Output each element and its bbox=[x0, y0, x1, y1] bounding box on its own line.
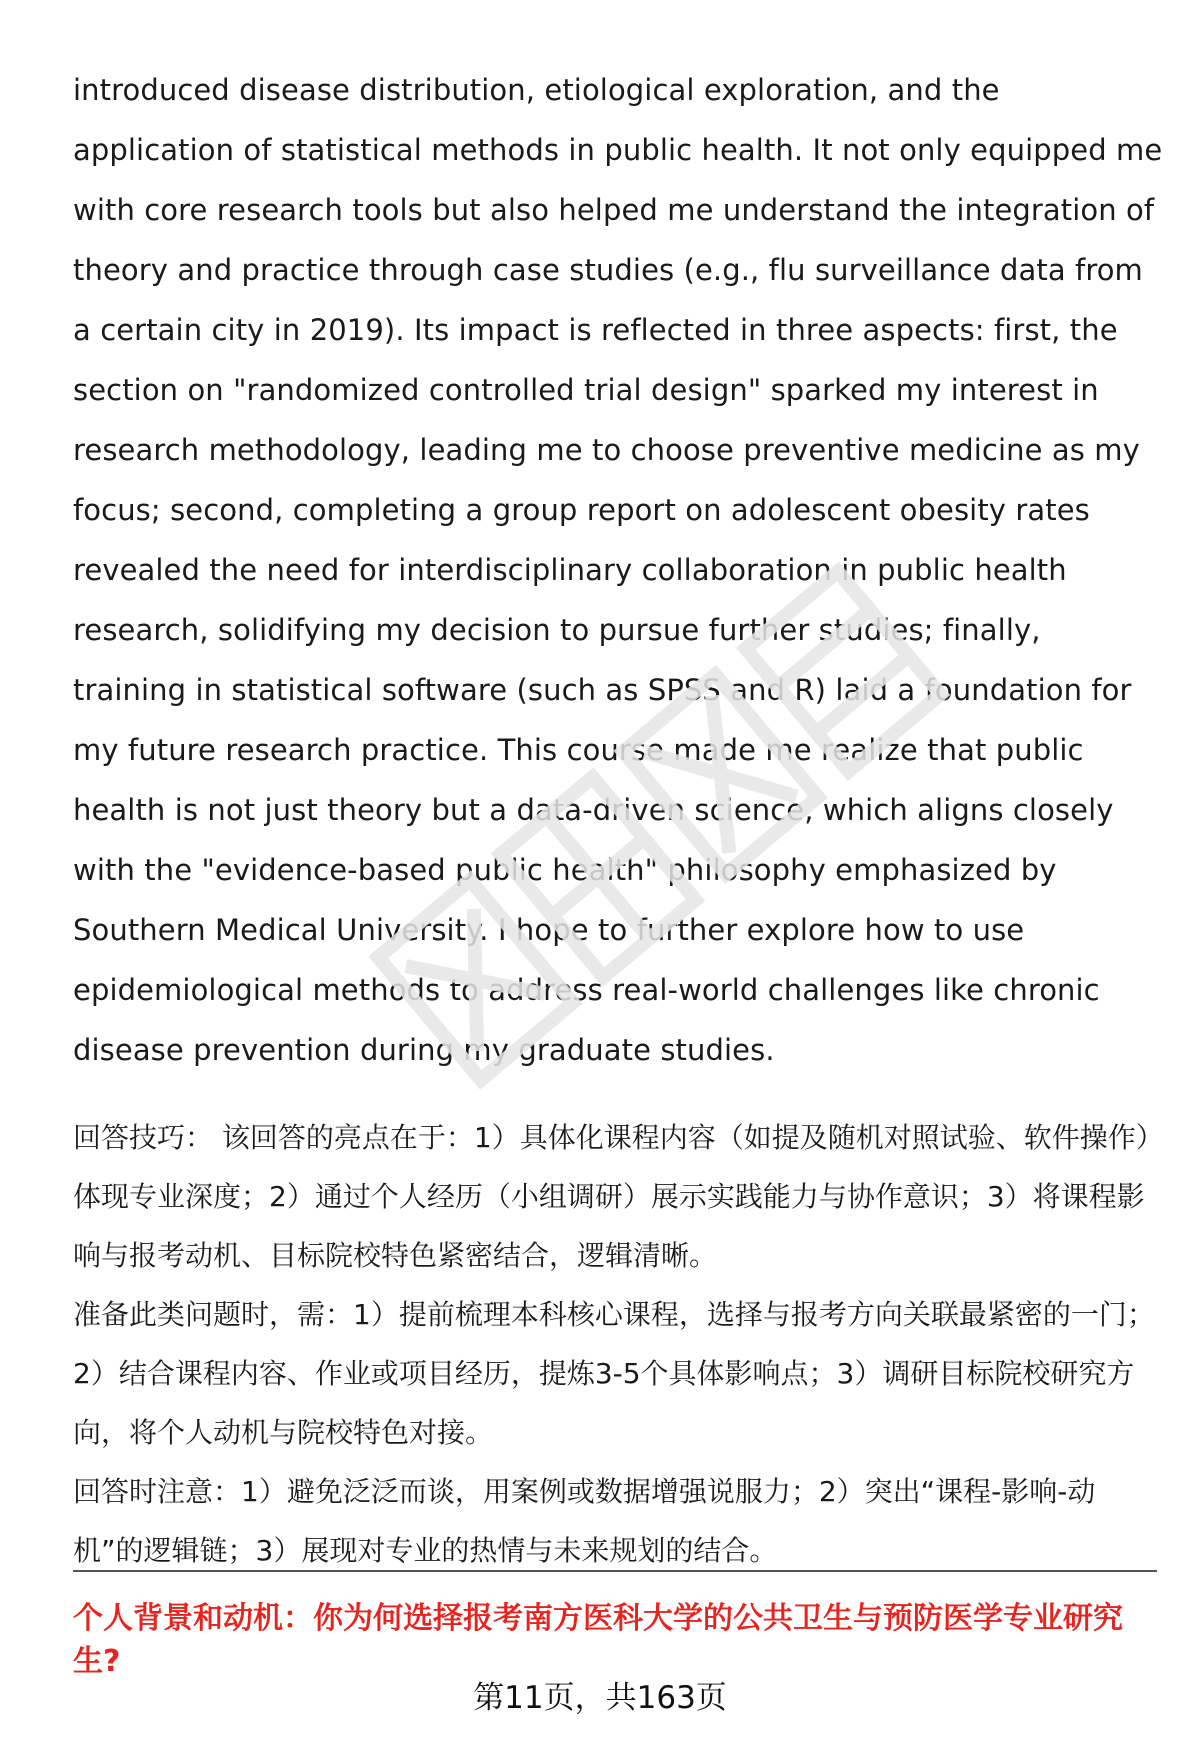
document-body bbox=[73, 60, 1163, 1580]
section-divider bbox=[73, 1570, 1157, 1572]
next-question-heading: 个人背景和动机：你为何选择报考南方医科大学的公共卫生与预防医学专业研究生? bbox=[73, 1601, 1123, 1679]
notes-text: 回答时注意：1）避免泛泛而谈，用案例或数据增强说服力；2）突出“课程-影响-动机”的逻辑链；3）展现对专业的热情与未来规划的结合。 bbox=[73, 1475, 1096, 1567]
answer-paragraph: introduced disease distribution, etiological exploration, and the application of statistical methods in public health. It not only equipped me with core research tools but also helped me understand the integration of theory and practice through case studies (e.g., flu surveillance data from a certain city in 2019). Its impact is reflected in three aspects: first, the section on "randomized controlled trial design" sparked my interest in research methodology, leading me to choose preventive medicine as my focus; second, completing a group report on adolescent obesity rates revealed the need for interdisciplinary collaboration in public health research, solidifying my decision to pursue further studies; finally, training in statistical software (such as SPSS and R) laid a foundation for my future research practice. This course made me realize that public health is not just theory but a data-driven science, which aligns closely with the "evidence-based public health" philosophy emphasized by Southern Medical University. I hope to further explore how to use epidemiological methods to address real-world challenges like chronic disease prevention during my graduate studies. bbox=[73, 73, 1163, 1067]
page-number: 第11页，共163页 bbox=[473, 1680, 727, 1716]
answer-tips-text: 回答技巧： 该回答的亮点在于：1）具体化课程内容（如提及随机对照试验、软件操作）体现专业深度；2）通过个人经历（小组调研）展示实践能力与协作意识；3）将课程影响与报考动机、目标院校特色紧密结合，逻辑清晰。 bbox=[73, 1121, 1150, 1272]
preparation-text: 准备此类问题时，需：1）提前梳理本科核心课程，选择与报考方向关联最紧密的一门；2）结合课程内容、作业或项目经历，提炼3-5个具体影响点；3）调研目标院校研究方向，将个人动机与院校特色对接。 bbox=[73, 1298, 1155, 1449]
answer-tips-section bbox=[73, 1108, 1163, 1580]
